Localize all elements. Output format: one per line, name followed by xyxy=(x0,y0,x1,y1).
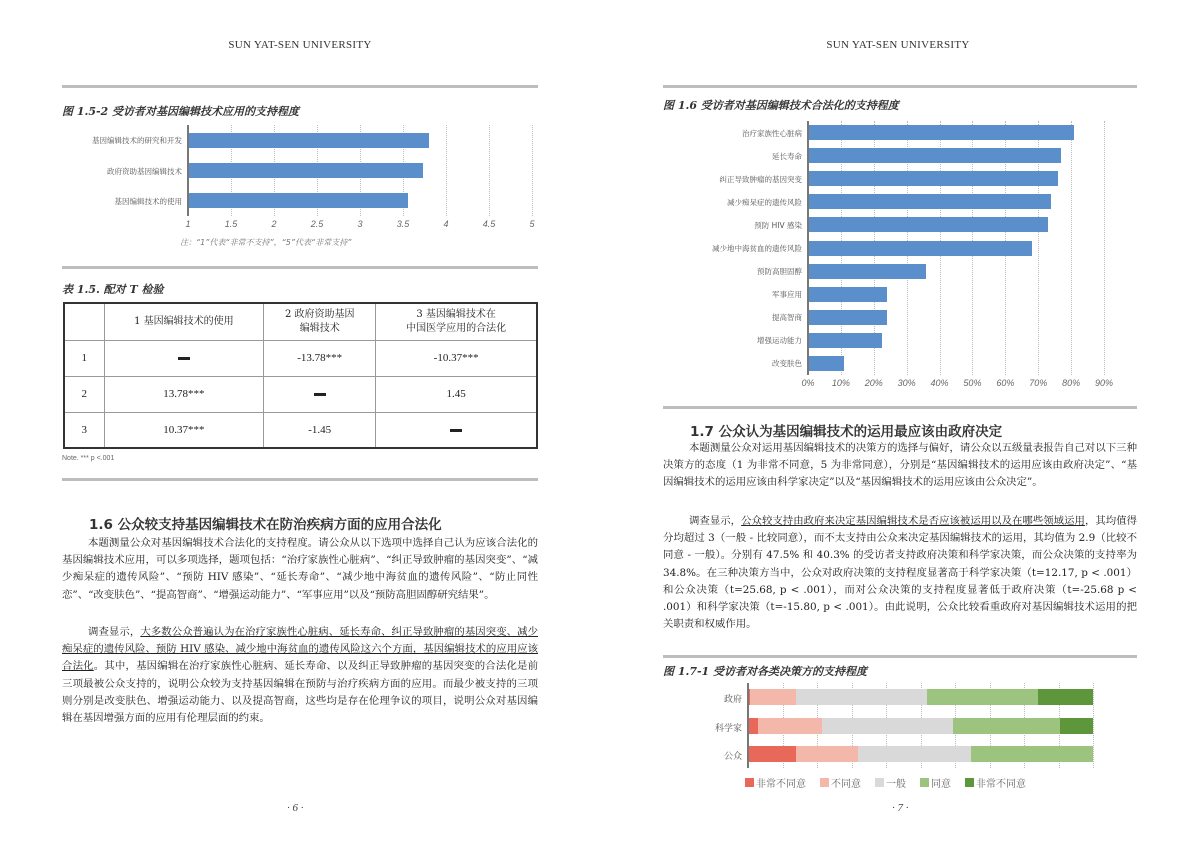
category-label: 提高智商 xyxy=(772,313,802,323)
legend-item xyxy=(965,775,1026,790)
x-tick-label: 50% xyxy=(963,378,982,388)
x-tick-label: 40% xyxy=(930,378,949,388)
gridline xyxy=(532,125,533,216)
x-tick-label: 3.5 xyxy=(396,219,410,229)
underlined-finding: 大多数公众普遍认为在治疗家族性心脏病、延长寿命、纠正导致肿瘤的基因突变、减少痴呆症的遗传风险、预防 HIV 感染、减少地中海贫血的遗传风险这六个方面，基因编辑技术的应用应该合法化 xyxy=(62,626,539,673)
bar-segment xyxy=(822,718,953,734)
legend-label: 非常不同意 xyxy=(976,779,1026,790)
page-number: · 6 · xyxy=(287,802,304,814)
x-tick-label: 60% xyxy=(996,378,1015,388)
bar-segment xyxy=(748,718,758,734)
cell: -10.37*** xyxy=(376,340,537,376)
bar-segment xyxy=(1038,689,1093,705)
x-tick-label: 0% xyxy=(801,378,815,388)
page-number: · 7 · xyxy=(892,802,909,814)
underlined-finding: 公众较支持由政府来决定基因编辑技术是否应该被运用以及在哪些领域运用 xyxy=(741,515,1085,527)
cell: 1.45 xyxy=(376,376,537,412)
divider xyxy=(62,478,538,481)
x-tick-label: 2.5 xyxy=(310,219,324,229)
table-caption: 表 1.5. 配对 T 检验 xyxy=(62,283,164,296)
cell: -13.78*** xyxy=(264,340,376,376)
cell-dash xyxy=(104,340,264,376)
figure-caption: 图 1.6 受访者对基因编辑技术合法化的支持程度 xyxy=(663,99,899,112)
legend-label: 非常不同意 xyxy=(756,779,806,790)
table-row xyxy=(64,340,537,376)
bar-segment xyxy=(750,689,797,705)
running-head: SUN YAT-SEN UNIVERSITY xyxy=(826,39,970,51)
section-title-1-7: 1.7 公众认为基因编辑技术的运用最应该由政府决定 xyxy=(690,424,1003,440)
bar-segment xyxy=(796,746,858,762)
category-label: 军事应用 xyxy=(772,290,802,300)
legend-swatch xyxy=(745,778,754,787)
category-label: 政府资助基因编辑技术 xyxy=(107,166,182,176)
bar xyxy=(188,133,429,148)
chart-support-application xyxy=(0,0,600,260)
section-title-1-6: 1.6 公众较支持基因编辑技术在防治疾病方面的应用合法化 xyxy=(89,517,442,533)
col-header-2: 2 政府资助基因 编辑技术 xyxy=(264,303,376,340)
row-label: 2 xyxy=(64,376,104,412)
chart-note: 注：“1”代表“非常不支持”，“5”代表“非常支持” xyxy=(180,238,352,247)
page-7 xyxy=(600,0,1200,849)
gridline xyxy=(489,125,490,216)
legend-item xyxy=(820,775,861,790)
cell: 10.37*** xyxy=(104,412,264,448)
category-label: 公众 xyxy=(723,751,742,762)
category-label: 基因编辑技术的研究和开发 xyxy=(92,136,182,146)
legend-swatch xyxy=(875,778,884,787)
bar xyxy=(188,193,408,208)
bar-segment xyxy=(927,689,1037,705)
figure-caption: 图 1.7-1 受访者对各类决策方的支持程度 xyxy=(663,665,868,678)
cell-dash xyxy=(376,412,537,448)
x-tick-label: 1.5 xyxy=(224,219,238,229)
paired-t-test-table xyxy=(63,302,538,449)
paragraph: 本题测量公众对运用基因编辑技术的决策方的选择与偏好，请公众以五级量表报告自己对以下三种决策方的态度（1 为非常不同意，5 为非常同意），分别是“基因编辑技术的运用应该由政府决定”、“基因编辑技术的运用应该由科学家决定”以及“基因编辑技术的运用应该由公众决定”。 xyxy=(663,442,1137,489)
category-label: 基因编辑技术的使用 xyxy=(114,196,182,206)
bar-segment xyxy=(748,746,796,762)
table-corner xyxy=(64,303,104,340)
paragraph: 本题测量公众对基因编辑技术合法化的支持程度。请公众从以下选项中选择自己认为应该合法化的基因编辑技术应用，可以多项选择，题项包括：“治疗家族性心脏病”、“纠正导致肿瘤的基因突变”、“减少痴呆症的遗传风险”、“预防 HIV 感染”、“延长寿命”、“减少地中海贫血的遗传风险”、“防止同性恋”、“改变肤色”、“提高智商”、“增强运动能力”、“军事应用”以及“预防高胆固醇研究结果”。 xyxy=(62,537,538,601)
legend-swatch xyxy=(920,778,929,787)
chart-legend xyxy=(745,775,1026,790)
category-label: 减少地中海贫血的遗传风险 xyxy=(712,244,802,253)
category-label: 增强运动能力 xyxy=(757,336,802,346)
bar-segment xyxy=(858,746,970,762)
bar-segment xyxy=(758,718,822,734)
category-label: 政府 xyxy=(723,695,742,706)
table-row xyxy=(64,412,537,448)
x-tick-label: 90% xyxy=(1094,378,1114,388)
category-label: 科学家 xyxy=(714,723,742,734)
x-tick-label: 2 xyxy=(271,219,277,229)
table-header-row xyxy=(64,303,537,340)
category-label: 纠正导致肿瘤的基因突变 xyxy=(719,174,802,184)
category-label: 延长寿命 xyxy=(772,151,802,161)
divider xyxy=(62,266,538,269)
legend-item xyxy=(745,775,806,790)
category-label: 改变肤色 xyxy=(772,359,802,369)
category-label: 减少痴呆症的遗传风险 xyxy=(727,197,802,207)
legend-label: 同意 xyxy=(931,779,951,790)
gridline xyxy=(446,125,447,216)
x-tick-label: 3 xyxy=(357,219,363,229)
category-label: 治疗家族性心脏病 xyxy=(742,128,802,138)
x-tick-label: 10% xyxy=(831,378,850,388)
row-label: 3 xyxy=(64,412,104,448)
figure-caption: 图 1.5-2 受访者对基因编辑技术应用的支持程度 xyxy=(62,105,300,118)
chart-decision-maker-support xyxy=(600,0,1200,800)
table-row xyxy=(64,376,537,412)
running-head: SUN YAT-SEN UNIVERSITY xyxy=(228,39,372,51)
bar xyxy=(188,163,423,178)
category-label: 预防 HIV 感染 xyxy=(754,220,802,230)
bar-segment xyxy=(953,718,1060,734)
row-label: 1 xyxy=(64,340,104,376)
legend-swatch xyxy=(820,778,829,787)
legend-item xyxy=(875,775,906,790)
y-axis xyxy=(747,683,749,768)
category-label: 预防高胆固醇 xyxy=(757,267,802,277)
x-tick-label: 4 xyxy=(443,219,449,229)
x-tick-label: 1 xyxy=(185,219,191,229)
col-header-1: 1 基因编辑技术的使用 xyxy=(104,303,264,340)
bar-segment xyxy=(796,689,927,705)
x-tick-label: 70% xyxy=(1029,378,1048,388)
col-header-3: 3 基因编辑技术在 中国医学应用的合法化 xyxy=(376,303,537,340)
x-tick-label: 5 xyxy=(529,219,535,229)
cell-dash xyxy=(264,376,376,412)
bar-segment xyxy=(1060,718,1093,734)
legend-label: 不同意 xyxy=(831,779,861,790)
legend-item xyxy=(920,775,951,790)
x-tick-label: 80% xyxy=(1062,378,1081,388)
bar-segment xyxy=(971,746,1093,762)
y-axis xyxy=(187,125,189,216)
gridline xyxy=(1093,683,1094,768)
legend-swatch xyxy=(965,778,974,787)
paragraph: 调查显示，公众较支持由政府来决定基因编辑技术是否应该被运用以及在哪些领域运用，其均值得分均超过 3（一般 - 比较同意），而不太支持由公众来决定基因编辑技术的运用，其均值为 2.9（比较不同意 - 一般）。分别有 47.5% 和 40.3% 的受访者支持政府决策和科学家决策，而公众决策的支持率为 34.8%。在三种决策方当中，公众对政府决策的支持程度显著高于科学家决策（t=12.17, p < .001）和公众决策（t=25.68, p < .001），而对公众决策的支持程度显著低于政府决策（t=-25.68 p < .001）和科学家决策（t=-15.80, p < .001）。由此说明，公众比较看重政府对基因编辑技术运用的把关职责和权威作用。 xyxy=(663,515,1138,631)
cell: -1.45 xyxy=(264,412,376,448)
legend-label: 一般 xyxy=(886,779,906,790)
x-tick-label: 20% xyxy=(864,378,883,388)
paragraph: 调查显示，大多数公众普遍认为在治疗家族性心脏病、延长寿命、纠正导致肿瘤的基因突变、减少痴呆症的遗传风险、预防 HIV 感染、减少地中海贫血的遗传风险这六个方面，基因编辑技术的应用应该合法化。其中，基因编辑在治疗家族性心脏病、延长寿命、以及纠正导致肿瘤的基因突变的合法化是前三项最被公众支持的，说明公众较为支持基因编辑在预防与治疗疾病方面的应用。而最少被支持的三项则分别是改变肤色、增强运动能力、以及提高智商，这些均是存在伦理争议的项目，说明公众对基因编辑在基因增强方面的应用有伦理层面的约束。 xyxy=(62,626,539,725)
x-tick-label: 30% xyxy=(897,378,916,388)
x-tick-label: 4.5 xyxy=(482,219,496,229)
cell: 13.78*** xyxy=(104,376,264,412)
table-note: Note. *** p <.001 xyxy=(62,455,115,462)
